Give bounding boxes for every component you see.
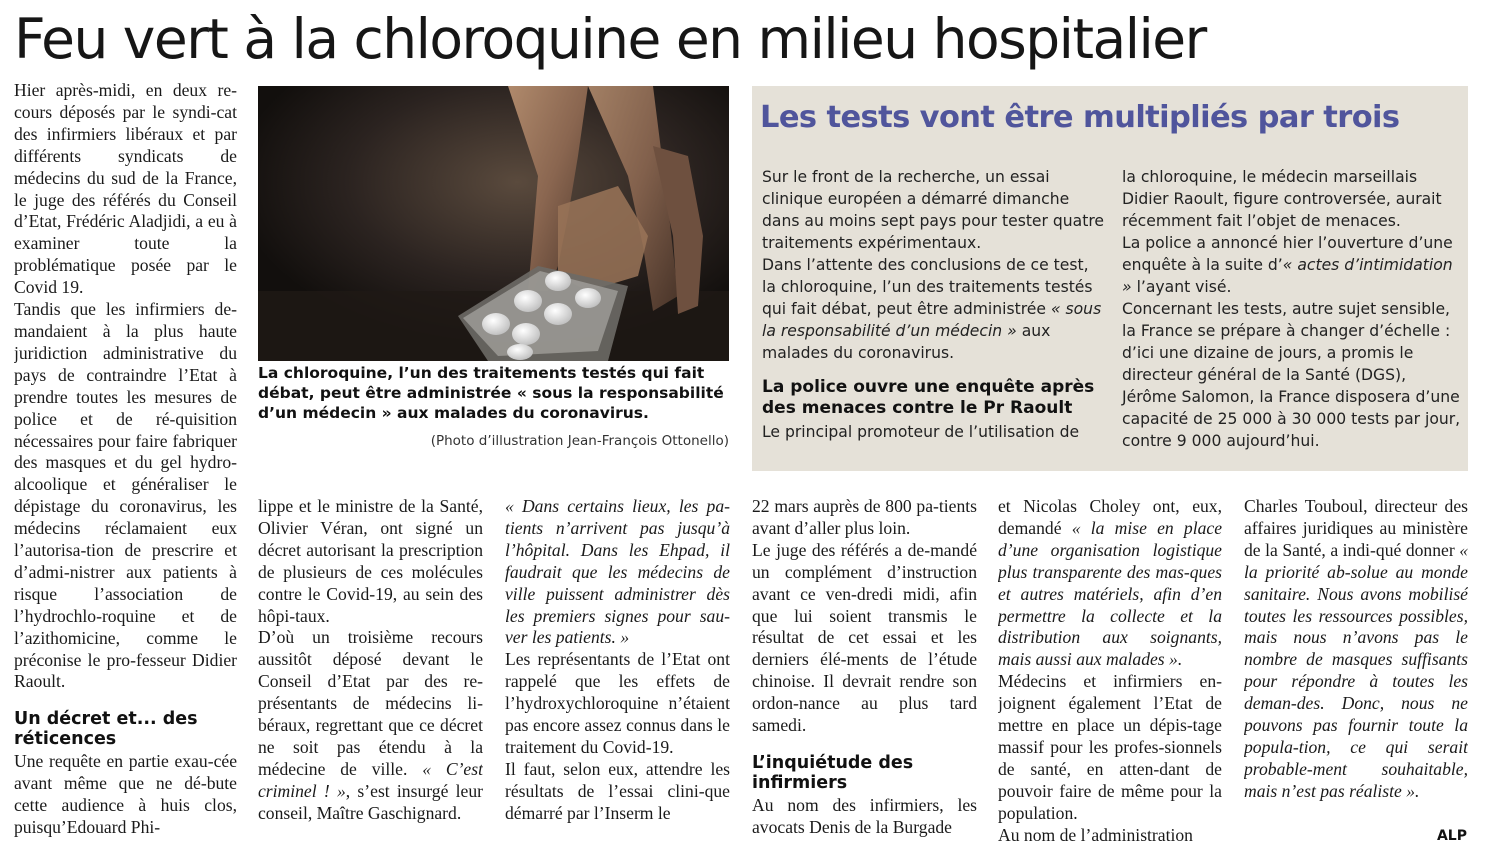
paragraph	[258, 627, 483, 824]
sidebar-subheading: La police ouvre une enquête après des menaces contre le Pr Raoult	[762, 377, 1095, 418]
paragraph: Au nom de l’administration	[998, 824, 1193, 845]
photo-illustration	[258, 86, 729, 361]
article-column-4	[752, 496, 977, 856]
sidebar-paragraph: Sur le front de la recherche, un essai clinique européen a démarré dimanche dans au moins sept pays pour tester quatre traitements expérimentaux.	[762, 168, 1105, 252]
subheading: L’inquiétude des infirmiers	[752, 752, 914, 793]
article-column-6	[1244, 496, 1468, 828]
sidebar-paragraph	[1122, 232, 1462, 298]
sidebar-column-right	[1122, 166, 1462, 452]
sidebar-title: Les tests vont être multipliés par trois	[760, 100, 1400, 135]
photo-credit: (Photo d’illustration Jean-François Ottonello)	[430, 433, 729, 449]
photo-caption: La chloroquine, l’un des traitements testés qui fait débat, peut être administrée « sous la responsabilité d’un médecin » aux malades du coronavirus.	[258, 364, 724, 422]
sidebar-quote: « actes d’intimidation »	[1122, 256, 1453, 296]
quote: « Dans certains lieux, les pa-tients n’arrivent pas jusqu’à l’hôpital. Dans les Ehpad, il faudrait que les médecins de ville puissent administrer dès les premiers signes pour sau-ver les patients. »	[505, 496, 730, 648]
paragraph-text: D’où un troisième recours aussitôt déposé devant le Conseil d’Etat par des re-présentants de médecins li-béraux, regrettant que ce décret ne soit pas étendu à la médecine de ville.	[258, 627, 483, 779]
sidebar-column-left	[762, 166, 1104, 443]
sidebar-paragraph: Le principal promoteur de l’utilisation de	[762, 423, 1080, 441]
quote: « la mise en place d’une organisation logistique plus transparente des mas-ques et autres matériels, afin d’en permettre la collecte et la distribution aux soignants, mais aussi aux malades ».	[998, 517, 1222, 670]
pill-blister-photo	[258, 86, 729, 361]
paragraph: Médecins et infirmiers en-joignent également l’Etat de mettre en place un dépis-tage massif pour les profes-sionnels de santé, en atten-dant de pouvoir faire de même pour la population.	[998, 671, 1222, 823]
sidebar-text: aux malades du coronavirus.	[762, 322, 1051, 362]
sidebar-paragraph	[762, 254, 1104, 364]
paragraph-text: et Nicolas Choley ont, eux, demandé	[998, 496, 1222, 538]
paragraph-text: , s’est insurgé leur conseil, Maître Gaschignard.	[258, 780, 483, 823]
article-column-2	[258, 496, 483, 856]
subheading: Un décret et... des réticences	[14, 709, 198, 750]
sidebar-box	[752, 86, 1468, 471]
article-column-1	[14, 80, 237, 856]
article-column-5	[998, 496, 1222, 856]
paragraph: Il faut, selon eux, attendre les résultats de l’essai clini-que démarré par l’Inserm le	[505, 758, 730, 823]
paragraph: Hier après-midi, en deux re-cours déposés par le syndi-cat des infirmiers libéraux et par différents syndicats de médecins du sud de la France, le juge des référés du Conseil d’Etat, Frédéric Aladjidi, a eu à examiner toute la problématique posée par le Covid 19.	[14, 80, 237, 298]
article-column-3	[505, 496, 730, 856]
sidebar-text: Dans l’attente des conclusions de ce test, la chloroquine, l’un des traitements testés qui fait débat, peut être administrée	[762, 256, 1093, 318]
author-signature: ALP	[1436, 828, 1467, 844]
sidebar-paragraph: Concernant les tests, autre sujet sensible, la France se prépare à changer d’échelle : d’ici une dizaine de jours, a promis le directeur général de la Santé (DGS), Jérôme Salomon, la France disposera d’une capacité de 25 000 à 30 000 tests par jour, contre 9 000 aujourd’hui.	[1122, 300, 1461, 450]
quote-paragraph	[505, 496, 730, 649]
paragraph: lippe et le ministre de la Santé, Olivier Véran, ont signé un décret autorisant la prescription de plusieurs de ces molécules contre le Covid-19, au sein des hôpi-taux.	[258, 496, 483, 626]
sidebar-text: l’ayant visé.	[1131, 278, 1232, 296]
paragraph	[1244, 496, 1468, 803]
paragraph: Une requête en partie exau-cée avant même que ne dé-bute cette audience à huis clos, puisqu’Edouard Phi-	[14, 751, 237, 838]
paragraph: Le juge des référés a de-mandé un complément d’instruction avant ce ven-dredi midi, afin que lui soient transmis le résultat de cet essai et les derniers élé-ments de l’étude chinoise. Il devrait rendre son ordon-nance au plus tard samedi.	[752, 539, 977, 736]
paragraph: 22 mars auprès de 800 pa-tients avant d’aller plus loin.	[752, 496, 977, 538]
paragraph: Au nom des infirmiers, les avocats Denis de la Burgade	[752, 794, 977, 837]
paragraph	[998, 496, 1222, 671]
quote: « C’est criminel ! »	[258, 758, 483, 801]
sidebar-text: La police a annoncé hier l’ouverture d’une enquête à la suite d’	[1122, 234, 1453, 274]
paragraph: Tandis que les infirmiers de-mandaient à la plus haute juridiction administrative du pays de contraindre l’Etat à prendre toutes les mesures de police et de ré-quisition nécessaires pour faire fabriquer des masques et du gel hydro-alcoolique et généraliser le dépistage du coronavirus, les médecins réclamaient eux l’autorisa-tion de prescrire et d’admi-nistrer aux patients à risque l’association de l’hydrochlo-roquine et de l’azithomicine, comme le préconise le pro-fesseur Didier Raoult.	[14, 299, 237, 692]
paragraph: Les représentants de l’Etat ont rappelé que les effets de l’hydroxychloroquine n’étaient pas encore assez connus dans le traitement du Covid-19.	[505, 649, 730, 757]
quote: « la priorité ab-solue au monde sanitaire. Nous avons mobilisé toutes les ressources possibles, mais nous n’avons pas le nombre de masques suffisants pour répondre à toutes les deman-des. Donc, nous ne pouvons pas fournir toute la popula-tion, ce qui serait probable-ment souhaitable, mais n’est pas réaliste ».	[1244, 539, 1468, 801]
paragraph-text: Charles Touboul, directeur des affaires juridiques au ministère de la Santé, a indi-qué donner	[1244, 496, 1468, 560]
sidebar-quote: « sous la responsabilité d’un médecin »	[762, 300, 1102, 340]
article-headline: Feu vert à la chloroquine en milieu hospitalier	[14, 7, 1206, 71]
sidebar-paragraph: la chloroquine, le médecin marseillais Didier Raoult, figure controversée, aurait récemment fait l’objet de menaces.	[1122, 168, 1442, 230]
